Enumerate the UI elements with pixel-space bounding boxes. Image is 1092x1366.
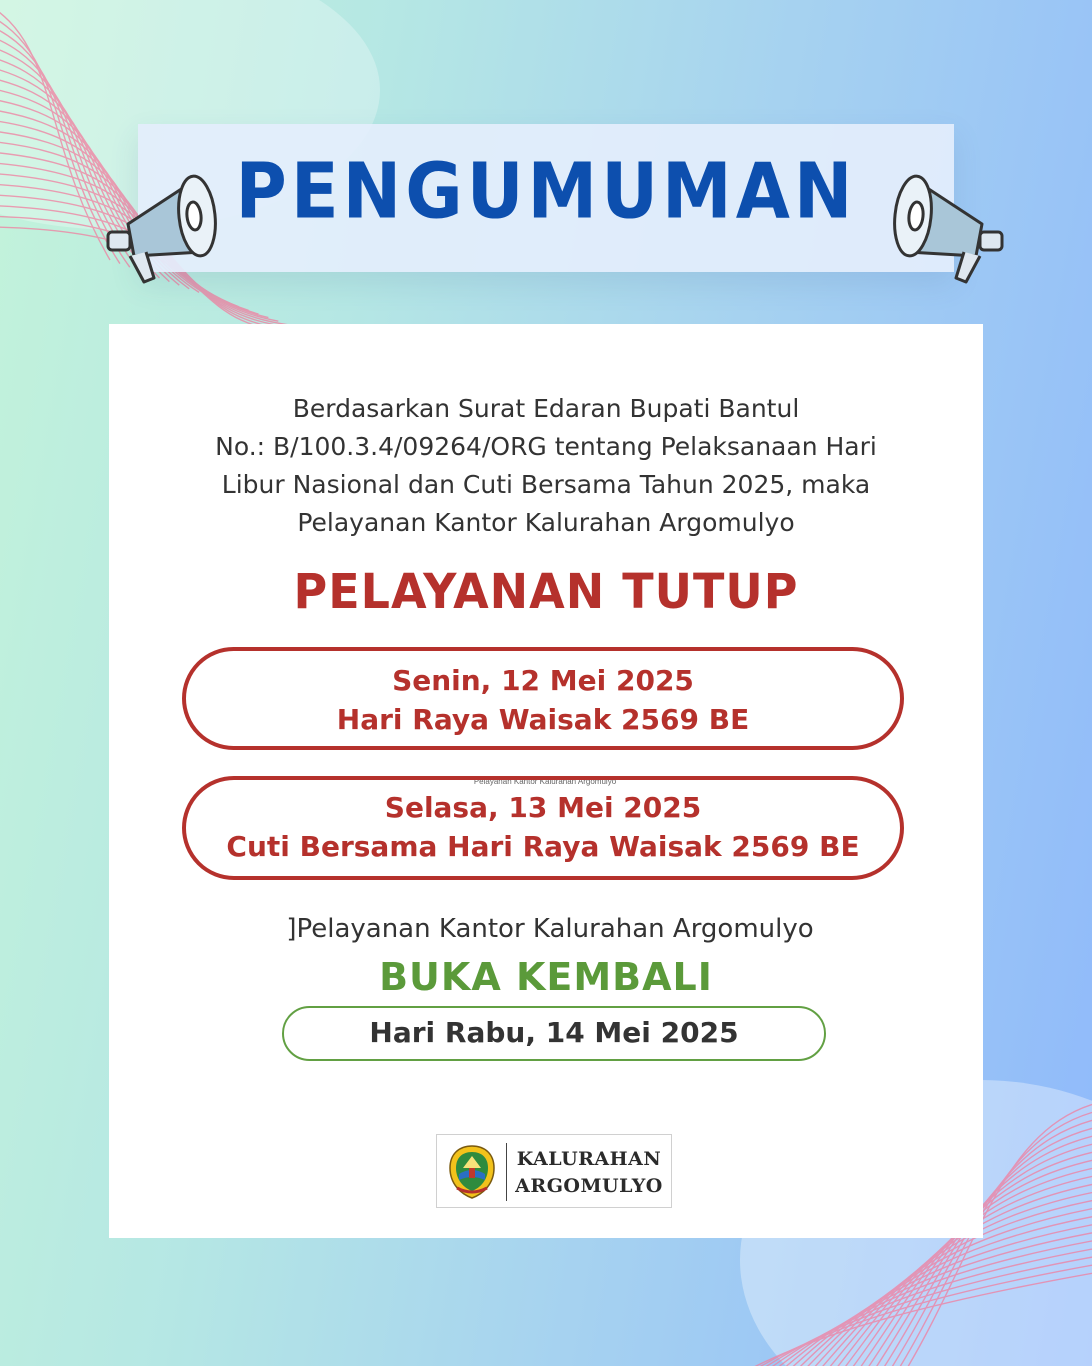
logo-line-1: KALURAHAN: [516, 1148, 662, 1170]
closure-occasion: Hari Raya Waisak 2569 BE: [336, 703, 750, 736]
logo-text: [509, 1146, 669, 1200]
intro-text: [120, 390, 972, 542]
page-title: PENGUMUMAN: [235, 145, 857, 237]
kalurahan-logo: [436, 1134, 672, 1208]
reopen-date: Hari Rabu, 14 Mei 2025: [282, 1006, 826, 1061]
intro-line: Berdasarkan Surat Edaran Bupati Bantul: [292, 394, 800, 423]
megaphone-icon: [100, 160, 230, 290]
watermark-text: Pelayanan Kantor Kalurahan Argomulyo: [473, 777, 617, 786]
closure-day-2: [182, 776, 904, 880]
closure-day-1: [182, 647, 904, 750]
closure-occasion: Cuti Bersama Hari Raya Waisak 2569 BE: [226, 830, 860, 863]
closure-heading: PELAYANAN TUTUP: [293, 562, 799, 620]
logo-line-2: ARGOMULYO: [515, 1175, 663, 1197]
reopen-text: ]Pelayanan Kantor Kalurahan Argomulyo: [286, 914, 814, 944]
intro-line: Libur Nasional dan Cuti Bersama Tahun 2025, maka: [221, 470, 871, 499]
intro-line: No.: B/100.3.4/09264/ORG tentang Pelaksanaan Hari: [215, 432, 877, 461]
closure-date: Senin, 12 Mei 2025: [392, 664, 694, 697]
megaphone-icon: [880, 160, 1010, 290]
intro-line: Pelayanan Kantor Kalurahan Argomulyo: [297, 508, 795, 537]
closure-date: Selasa, 13 Mei 2025: [384, 791, 702, 824]
logo-divider: [506, 1143, 507, 1201]
emblem-icon: [447, 1144, 497, 1200]
reopen-heading: BUKA KEMBALI: [379, 955, 713, 999]
